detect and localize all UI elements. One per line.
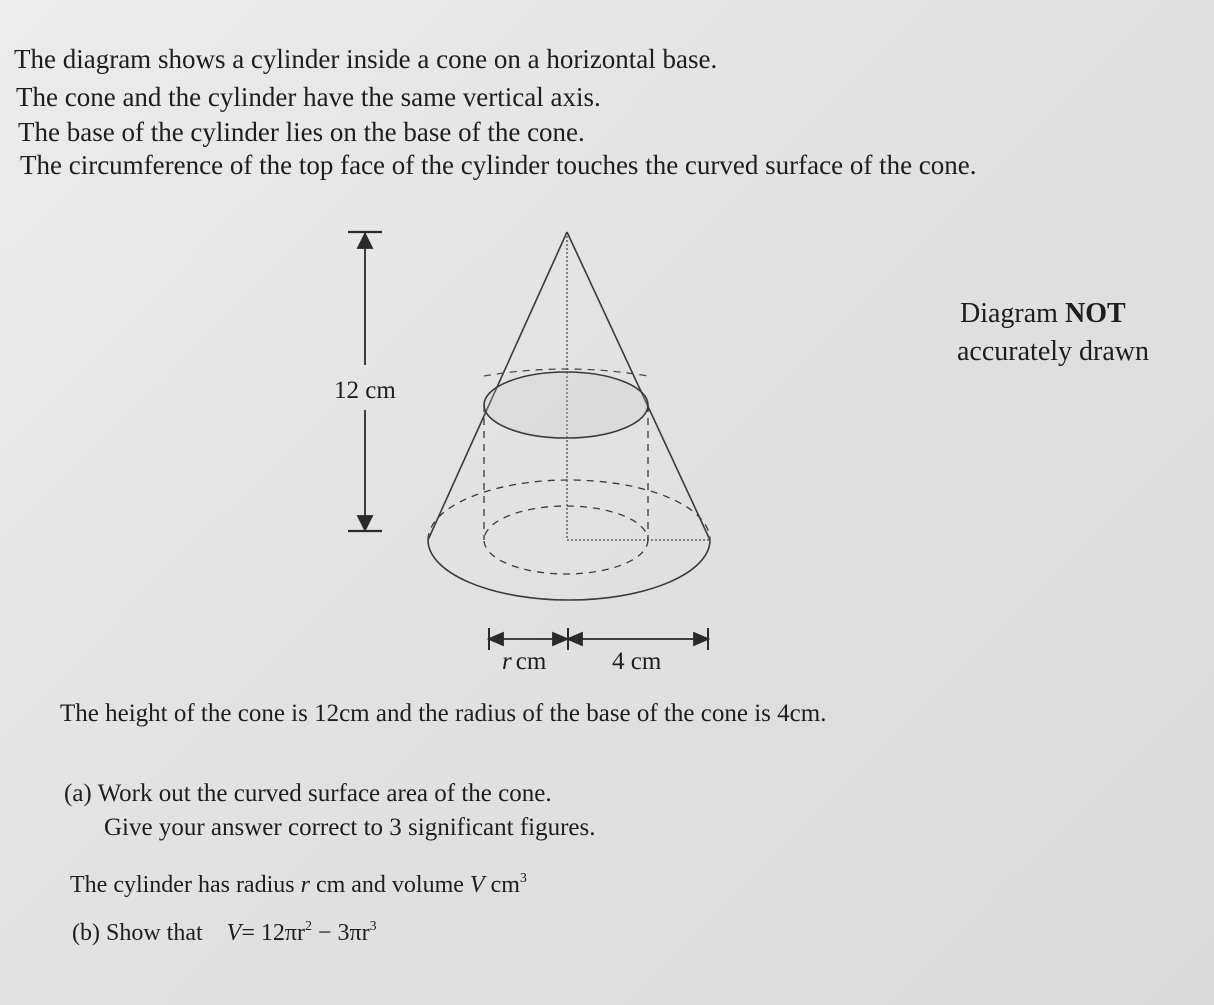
radius-label: 4 cm	[612, 648, 662, 675]
part-b: (b) Show that $V= 12\pi r^2 - 3\pi r^3$	[72, 919, 377, 946]
intro-line-3: The base of the cylinder lies on the base of the cone.	[18, 117, 585, 147]
r-label: r cm	[502, 648, 547, 675]
height-label: 12 cm	[334, 377, 396, 404]
radius-arrows	[489, 628, 708, 650]
cone-base-front	[428, 540, 710, 600]
diagram-note-line-1: Diagram NOT	[960, 298, 1126, 329]
cylinder-top-face	[484, 372, 648, 438]
part-a-line-1: (a) Work out the curved surface area of the cone.	[64, 780, 552, 807]
intro-line-4: The circumference of the top face of the cylinder touches the curved surface of the cone.	[20, 150, 977, 180]
intro-line-2: The cone and the cylinder have the same vertical axis.	[16, 82, 601, 112]
cylinder	[484, 372, 648, 574]
diagram-note-line-2: accurately drawn	[957, 336, 1149, 367]
part-a-line-2: Give your answer correct to 3 significant figures.	[104, 814, 596, 841]
cylinder-info: The cylinder has radius r cm and volume V $cm^3$	[70, 871, 527, 898]
intro-line-1: The diagram shows a cylinder inside a cone on a horizontal base.	[14, 44, 718, 74]
cone-base-back	[428, 480, 710, 540]
cone-dimensions-statement: The height of the cone is 12cm and the radius of the base of the cone is 4cm.	[60, 700, 827, 727]
